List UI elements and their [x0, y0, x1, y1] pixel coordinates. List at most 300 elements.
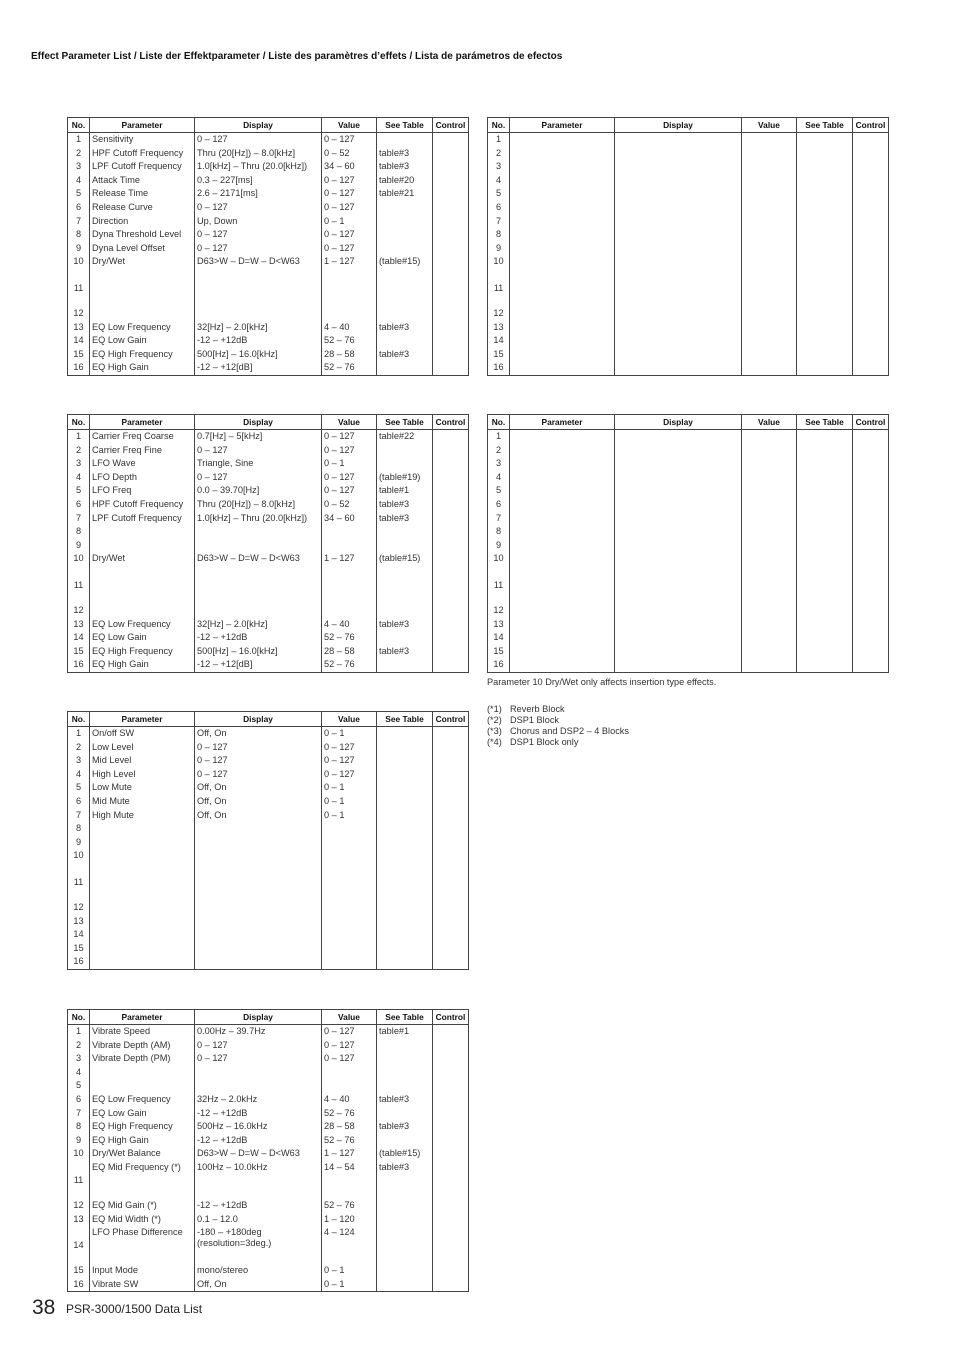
cell-no: 7 — [488, 512, 510, 526]
footnote-key: (*2) — [487, 715, 502, 725]
cell-display — [615, 471, 742, 485]
cell-parameter: High Level — [90, 768, 195, 782]
table-row — [68, 552, 469, 566]
cell-see-table — [377, 836, 433, 850]
cell-control — [433, 631, 469, 645]
col-no-header: No. — [68, 118, 90, 133]
cell-value: 0 – 1 — [322, 457, 377, 471]
cell-control — [433, 822, 469, 836]
cell-control — [433, 1039, 469, 1053]
cell-display: Thru (20[Hz]) – 8.0[kHz] — [195, 147, 322, 161]
cell-see-table — [377, 566, 433, 604]
cell-parameter — [90, 1079, 195, 1093]
cell-control — [433, 849, 469, 863]
cell-display: -180 – +180deg (resolution=3deg.) — [195, 1226, 322, 1264]
cell-parameter — [510, 307, 615, 321]
cell-control — [433, 1079, 469, 1093]
col-value-header: Value — [742, 118, 797, 133]
cell-see-table — [797, 269, 853, 307]
cell-control — [433, 552, 469, 566]
table-row — [68, 618, 469, 632]
table-row — [68, 255, 469, 269]
cell-no: 14 — [68, 1226, 90, 1264]
table-row — [68, 795, 469, 809]
cell-parameter — [510, 484, 615, 498]
footnote-text: Chorus and DSP2 – 4 Blocks — [510, 726, 629, 736]
cell-parameter — [90, 604, 195, 618]
cell-value: 1 – 127 — [322, 552, 377, 566]
cell-value: 0 – 1 — [322, 1264, 377, 1278]
cell-see-table — [377, 1107, 433, 1121]
cell-parameter — [90, 269, 195, 307]
cell-see-table: (table#15) — [377, 255, 433, 269]
cell-display: 1.0[kHz] – Thru (20.0[kHz]) — [195, 160, 322, 174]
cell-value — [322, 836, 377, 850]
cell-see-table — [377, 741, 433, 755]
cell-see-table: table#3 — [377, 160, 433, 174]
table-row — [488, 444, 889, 458]
cell-display — [195, 836, 322, 850]
cell-no: 9 — [68, 836, 90, 850]
cell-parameter — [510, 539, 615, 553]
cell-no: 8 — [68, 525, 90, 539]
cell-control — [433, 928, 469, 942]
cell-see-table — [377, 1039, 433, 1053]
cell-parameter — [510, 174, 615, 188]
cell-display — [615, 201, 742, 215]
cell-no: 14 — [68, 928, 90, 942]
cell-display: 1.0[kHz] – Thru (20.0[kHz]) — [195, 512, 322, 526]
cell-value — [742, 348, 797, 362]
cell-parameter — [510, 361, 615, 375]
cell-display: 32[Hz] – 2.0[kHz] — [195, 321, 322, 335]
cell-see-table: table#3 — [377, 618, 433, 632]
cell-parameter: EQ Low Gain — [90, 631, 195, 645]
cell-see-table — [797, 539, 853, 553]
cell-value — [322, 901, 377, 915]
cell-control — [433, 942, 469, 956]
cell-value: 34 – 60 — [322, 160, 377, 174]
col-see-table-header: See Table — [377, 415, 433, 430]
table-row — [68, 334, 469, 348]
footnote-key: (*3) — [487, 726, 502, 736]
cell-value — [742, 334, 797, 348]
cell-value — [742, 255, 797, 269]
cell-display: Off, On — [195, 1278, 322, 1292]
cell-see-table — [377, 361, 433, 375]
cell-see-table — [797, 444, 853, 458]
cell-display: 100Hz – 10.0kHz — [195, 1161, 322, 1199]
cell-no: 4 — [68, 1066, 90, 1080]
table-row — [68, 836, 469, 850]
cell-value: 0 – 127 — [322, 741, 377, 755]
cell-display: 0.0 – 39.70[Hz] — [195, 484, 322, 498]
cell-value: 0 – 127 — [322, 471, 377, 485]
cell-control — [433, 348, 469, 362]
cell-value — [742, 133, 797, 147]
cell-value — [742, 457, 797, 471]
cell-no: 5 — [488, 187, 510, 201]
cell-control — [853, 484, 889, 498]
cell-see-table — [377, 604, 433, 618]
col-value-header: Value — [322, 1010, 377, 1025]
cell-value: 52 – 76 — [322, 1107, 377, 1121]
cell-no: 4 — [488, 174, 510, 188]
cell-no: 11 — [68, 566, 90, 604]
cell-see-table — [377, 1264, 433, 1278]
cell-no: 5 — [68, 1079, 90, 1093]
cell-value — [742, 201, 797, 215]
cell-see-table: table#22 — [377, 430, 433, 444]
footnote-text: Reverb Block — [510, 704, 565, 714]
cell-value: 0 – 127 — [322, 1025, 377, 1039]
cell-no: 7 — [68, 215, 90, 229]
cell-see-table — [797, 215, 853, 229]
cell-parameter: EQ Low Frequency — [90, 321, 195, 335]
footnote — [487, 737, 578, 747]
cell-display — [195, 849, 322, 863]
cell-value — [742, 471, 797, 485]
cell-no: 13 — [68, 321, 90, 335]
cell-see-table — [377, 307, 433, 321]
cell-value: 0 – 1 — [322, 727, 377, 741]
cell-control — [433, 471, 469, 485]
cell-control — [433, 741, 469, 755]
table-row — [68, 741, 469, 755]
cell-see-table — [797, 307, 853, 321]
table-row — [68, 1107, 469, 1121]
table-row — [68, 484, 469, 498]
cell-parameter — [90, 539, 195, 553]
cell-parameter: LFO Phase Difference — [90, 1226, 195, 1264]
table-row — [488, 321, 889, 335]
cell-see-table — [797, 484, 853, 498]
cell-control — [433, 781, 469, 795]
cell-no: 9 — [488, 242, 510, 256]
cell-parameter: EQ High Gain — [90, 658, 195, 672]
cell-no: 6 — [488, 201, 510, 215]
cell-display — [615, 269, 742, 307]
col-display-header: Display — [195, 712, 322, 727]
cell-see-table — [377, 539, 433, 553]
cell-parameter — [90, 566, 195, 604]
cell-parameter: EQ High Frequency — [90, 645, 195, 659]
col-display-header: Display — [195, 1010, 322, 1025]
cell-control — [853, 174, 889, 188]
table-row — [68, 201, 469, 215]
cell-parameter — [510, 457, 615, 471]
table-row — [488, 228, 889, 242]
cell-value — [322, 1066, 377, 1080]
cell-value: 1 – 120 — [322, 1213, 377, 1227]
cell-control — [433, 1093, 469, 1107]
cell-see-table — [377, 1066, 433, 1080]
table-row — [68, 809, 469, 823]
cell-display — [615, 147, 742, 161]
cell-control — [853, 242, 889, 256]
table-row — [68, 471, 469, 485]
cell-value — [742, 242, 797, 256]
cell-display — [615, 348, 742, 362]
cell-see-table — [377, 754, 433, 768]
table-row — [68, 1161, 469, 1199]
cell-control — [433, 321, 469, 335]
cell-control — [853, 525, 889, 539]
cell-see-table: table#3 — [377, 1093, 433, 1107]
cell-no: 12 — [68, 307, 90, 321]
cell-value: 4 – 40 — [322, 618, 377, 632]
cell-parameter — [90, 525, 195, 539]
cell-no: 16 — [488, 658, 510, 672]
cell-display — [615, 174, 742, 188]
table-row — [488, 334, 889, 348]
cell-display — [615, 187, 742, 201]
cell-see-table — [797, 201, 853, 215]
cell-control — [853, 201, 889, 215]
col-value-header: Value — [322, 415, 377, 430]
cell-display — [195, 955, 322, 969]
cell-control — [853, 430, 889, 444]
cell-control — [433, 334, 469, 348]
cell-see-table — [377, 444, 433, 458]
cell-no: 12 — [488, 604, 510, 618]
cell-no: 9 — [68, 242, 90, 256]
cell-display: -12 – +12dB — [195, 1199, 322, 1213]
cell-display: 0.7[Hz] – 5[kHz] — [195, 430, 322, 444]
cell-see-table — [797, 604, 853, 618]
cell-control — [853, 658, 889, 672]
table-row — [68, 147, 469, 161]
cell-value: 0 – 127 — [322, 228, 377, 242]
cell-parameter: Carrier Freq Fine — [90, 444, 195, 458]
cell-see-table — [797, 525, 853, 539]
cell-value — [742, 444, 797, 458]
cell-value: 0 – 127 — [322, 444, 377, 458]
cell-display: 0.3 – 227[ms] — [195, 174, 322, 188]
cell-parameter: EQ Low Gain — [90, 334, 195, 348]
cell-display — [615, 133, 742, 147]
table-row — [488, 512, 889, 526]
cell-no: 6 — [68, 201, 90, 215]
cell-control — [433, 915, 469, 929]
cell-parameter: Vibrate Depth (PM) — [90, 1052, 195, 1066]
table-row — [488, 658, 889, 672]
cell-value: 0 – 127 — [322, 174, 377, 188]
cell-display: D63>W – D=W – D<W63 — [195, 255, 322, 269]
cell-parameter: On/off SW — [90, 727, 195, 741]
table-row — [68, 187, 469, 201]
cell-no: 4 — [68, 768, 90, 782]
cell-no: 9 — [68, 539, 90, 553]
cell-see-table: table#3 — [377, 321, 433, 335]
col-see-table-header: See Table — [377, 712, 433, 727]
cell-display — [615, 539, 742, 553]
cell-value: 52 – 76 — [322, 1199, 377, 1213]
cell-value: 0 – 127 — [322, 187, 377, 201]
cell-parameter — [90, 928, 195, 942]
cell-control — [433, 566, 469, 604]
cell-parameter: Sensitivity — [90, 133, 195, 147]
cell-no: 3 — [68, 754, 90, 768]
cell-control — [853, 631, 889, 645]
cell-see-table — [377, 822, 433, 836]
cell-parameter — [510, 552, 615, 566]
cell-display: 0 – 127 — [195, 768, 322, 782]
table-row — [68, 215, 469, 229]
cell-value — [742, 512, 797, 526]
cell-see-table — [797, 160, 853, 174]
cell-value — [322, 604, 377, 618]
cell-no: 8 — [488, 525, 510, 539]
cell-no: 10 — [68, 849, 90, 863]
table-row — [488, 307, 889, 321]
col-no-header: No. — [488, 118, 510, 133]
cell-control — [853, 457, 889, 471]
cell-parameter — [510, 512, 615, 526]
parameter-table — [487, 117, 889, 376]
table-row — [488, 525, 889, 539]
cell-value: 0 – 52 — [322, 147, 377, 161]
cell-value — [742, 525, 797, 539]
table-row — [68, 942, 469, 956]
table-row — [68, 1264, 469, 1278]
cell-value: 0 – 1 — [322, 1278, 377, 1292]
cell-parameter — [90, 863, 195, 901]
cell-value — [742, 160, 797, 174]
parameter-table — [67, 1009, 469, 1292]
cell-value: 1 – 127 — [322, 1147, 377, 1161]
cell-value — [322, 955, 377, 969]
cell-no: 15 — [68, 942, 90, 956]
cell-display: 0 – 127 — [195, 201, 322, 215]
col-parameter-header: Parameter — [90, 712, 195, 727]
table-row — [488, 604, 889, 618]
cell-control — [433, 604, 469, 618]
table-row — [68, 604, 469, 618]
cell-see-table — [377, 781, 433, 795]
cell-no: 8 — [68, 1120, 90, 1134]
cell-control — [853, 348, 889, 362]
cell-control — [433, 795, 469, 809]
cell-no: 2 — [488, 444, 510, 458]
cell-no: 3 — [488, 457, 510, 471]
cell-see-table — [797, 566, 853, 604]
cell-no: 12 — [68, 604, 90, 618]
cell-parameter: Vibrate Depth (AM) — [90, 1039, 195, 1053]
cell-value — [742, 484, 797, 498]
cell-see-table — [377, 727, 433, 741]
footnote — [487, 715, 559, 725]
cell-parameter: LPF Cutoff Frequency — [90, 160, 195, 174]
cell-see-table — [377, 228, 433, 242]
cell-control — [433, 1278, 469, 1292]
cell-parameter: EQ Mid Gain (*) — [90, 1199, 195, 1213]
cell-parameter — [510, 604, 615, 618]
cell-value — [322, 525, 377, 539]
cell-value: 0 – 127 — [322, 133, 377, 147]
table-row — [68, 901, 469, 915]
cell-value — [742, 604, 797, 618]
cell-parameter: EQ Mid Frequency (*) — [90, 1161, 195, 1199]
cell-parameter: EQ Mid Width (*) — [90, 1213, 195, 1227]
cell-display: 0 – 127 — [195, 741, 322, 755]
table-row — [488, 187, 889, 201]
cell-value — [322, 307, 377, 321]
cell-value: 0 – 1 — [322, 795, 377, 809]
cell-parameter — [90, 836, 195, 850]
parameter-table — [67, 711, 469, 970]
cell-display — [195, 928, 322, 942]
cell-display — [195, 307, 322, 321]
cell-no: 7 — [488, 215, 510, 229]
cell-no: 16 — [68, 955, 90, 969]
cell-value — [742, 618, 797, 632]
header-row — [68, 415, 469, 430]
cell-see-table — [377, 955, 433, 969]
cell-value — [742, 539, 797, 553]
table-row — [68, 242, 469, 256]
table-row — [68, 1278, 469, 1292]
cell-value — [742, 658, 797, 672]
cell-control — [433, 242, 469, 256]
cell-see-table: table#1 — [377, 484, 433, 498]
cell-no: 6 — [68, 795, 90, 809]
cell-control — [853, 512, 889, 526]
cell-see-table — [797, 361, 853, 375]
cell-control — [433, 512, 469, 526]
cell-control — [433, 901, 469, 915]
cell-control — [433, 863, 469, 901]
cell-no: 10 — [488, 255, 510, 269]
cell-parameter — [510, 228, 615, 242]
cell-parameter: EQ High Gain — [90, 1134, 195, 1148]
cell-parameter — [510, 471, 615, 485]
cell-display — [195, 1066, 322, 1080]
cell-value — [742, 631, 797, 645]
cell-display — [615, 430, 742, 444]
cell-see-table — [797, 498, 853, 512]
table-row — [488, 147, 889, 161]
cell-see-table — [377, 942, 433, 956]
cell-no: 11 — [68, 863, 90, 901]
cell-parameter: EQ Low Gain — [90, 1107, 195, 1121]
cell-display — [615, 215, 742, 229]
dry-wet-note: Parameter 10 Dry/Wet only affects insertion type effects. — [487, 677, 717, 687]
cell-display: Thru (20[Hz]) – 8.0[kHz] — [195, 498, 322, 512]
cell-parameter — [90, 955, 195, 969]
cell-control — [433, 618, 469, 632]
cell-display — [195, 1079, 322, 1093]
cell-see-table — [377, 1134, 433, 1148]
cell-see-table — [377, 133, 433, 147]
cell-parameter: Dry/Wet — [90, 255, 195, 269]
cell-display: -12 – +12dB — [195, 1107, 322, 1121]
cell-no: 13 — [488, 618, 510, 632]
cell-display: 0 – 127 — [195, 242, 322, 256]
cell-parameter — [90, 915, 195, 929]
cell-display — [615, 512, 742, 526]
parameter-table — [487, 414, 889, 673]
cell-control — [433, 228, 469, 242]
cell-display: -12 – +12dB — [195, 1134, 322, 1148]
cell-display — [615, 498, 742, 512]
cell-value: 52 – 76 — [322, 334, 377, 348]
table-row — [68, 1147, 469, 1161]
cell-control — [433, 836, 469, 850]
cell-no: 16 — [68, 361, 90, 375]
cell-control — [433, 255, 469, 269]
cell-control — [853, 269, 889, 307]
